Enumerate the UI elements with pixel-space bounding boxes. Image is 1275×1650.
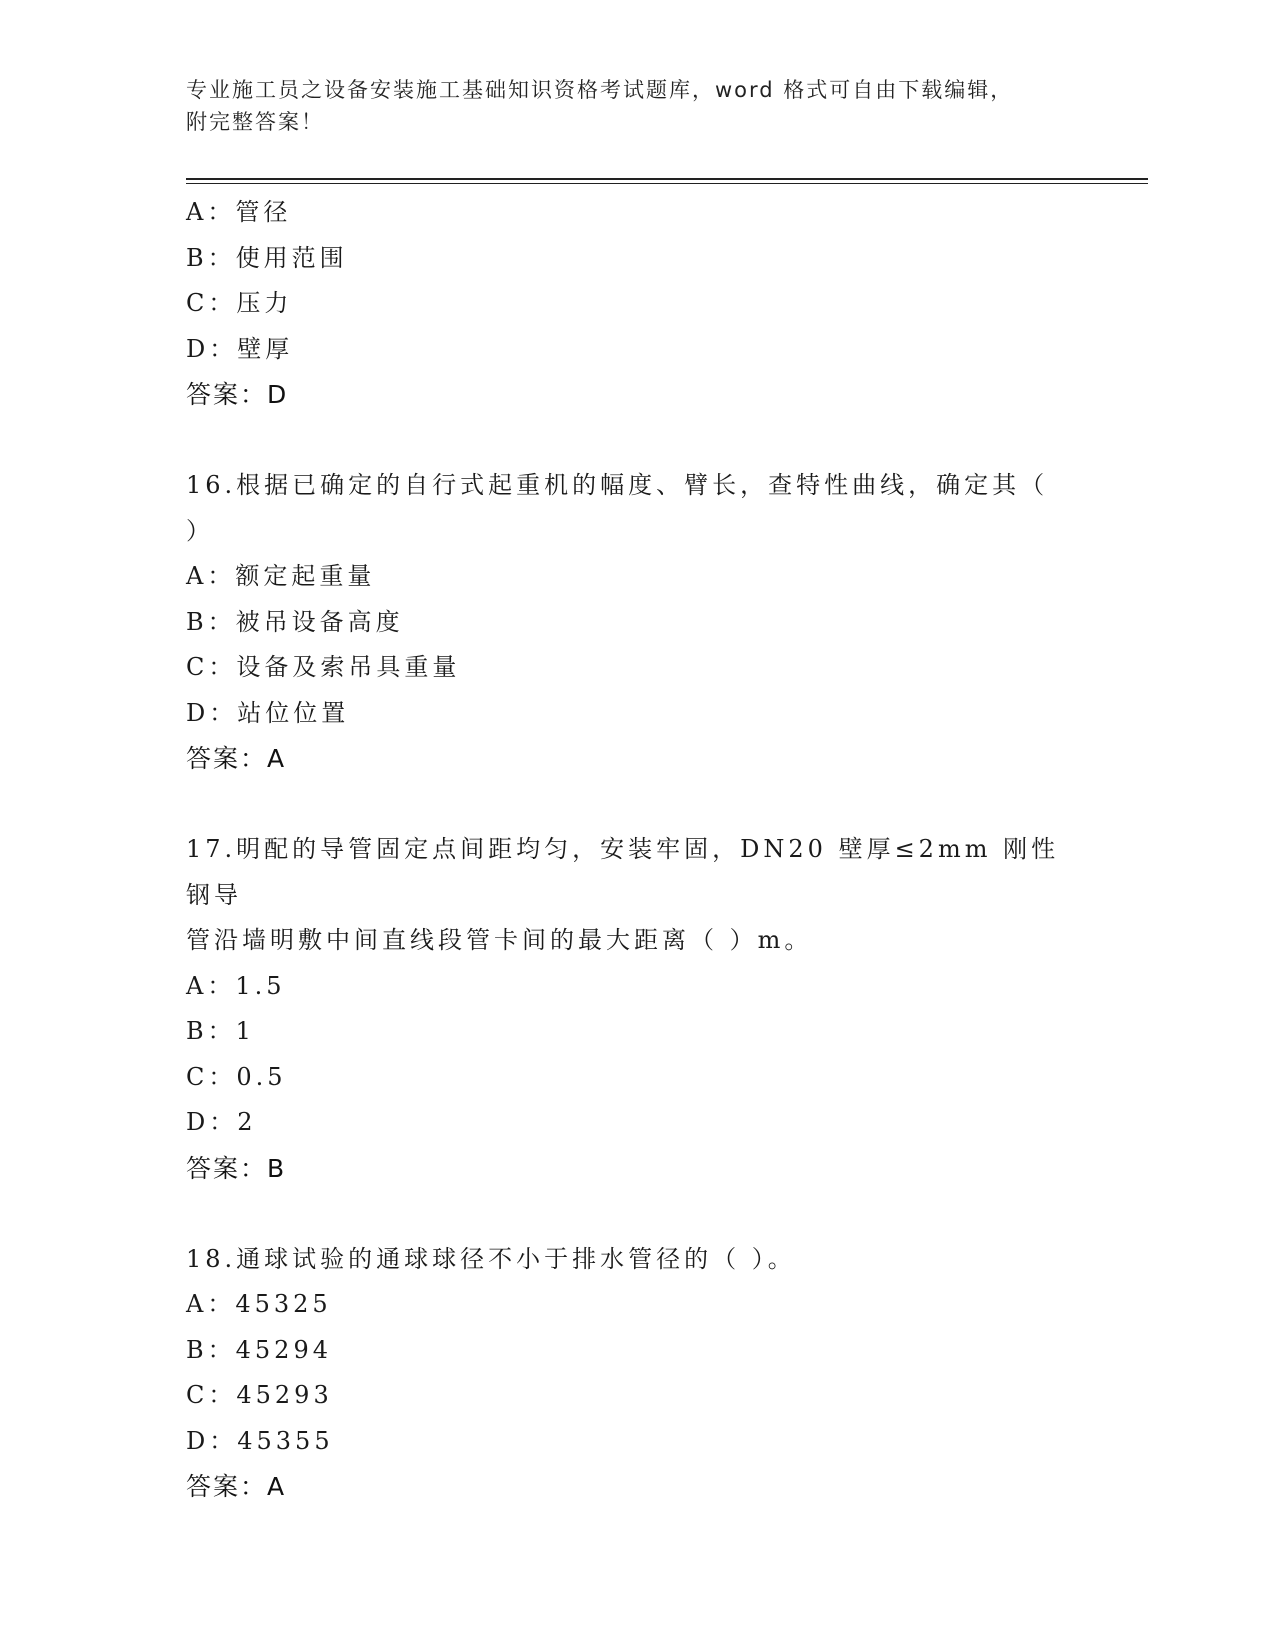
option-c: C：设备及索吊具重量 (186, 653, 461, 681)
option-b: B：45294 (186, 1335, 332, 1364)
option-b: B：被吊设备高度 (186, 607, 404, 636)
option-d: D：2 (186, 1108, 257, 1136)
question-stem-line-1: 18.通球试验的通球球径不小于排水管径的（ ）。 (186, 1244, 796, 1273)
question-17 (186, 827, 1086, 1191)
option-b: B：使用范围 (186, 243, 348, 272)
option-c: C：45293 (186, 1381, 333, 1409)
spacer (186, 418, 1086, 464)
question-stem-line-1: 16.根据已确定的自行式起重机的幅度、臂长，查特性曲线，确定其（ (186, 471, 1049, 499)
document-header (186, 74, 1086, 138)
option-a: A：额定起重量 (186, 562, 376, 590)
header-divider-thick (186, 178, 1148, 180)
option-c: C：压力 (186, 289, 293, 317)
question-stem-line-2: 管沿墙明敷中间直线段管卡间的最大距离（ ）m。 (186, 926, 813, 954)
answer-line: 答案：B (186, 1153, 287, 1183)
option-b: B：1 (186, 1017, 255, 1045)
question-stem-line-2: ） (186, 516, 214, 545)
header-line-2: 附完整答案！ (186, 110, 324, 134)
question-18 (186, 1237, 1086, 1510)
option-a: A：45325 (186, 1290, 332, 1318)
spacer (186, 782, 1086, 828)
option-a: A：管径 (186, 198, 292, 226)
answer-line: 答案：A (186, 1472, 287, 1501)
option-a: A：1.5 (186, 971, 286, 1000)
answer-line: 答案：A (186, 744, 287, 773)
answer-line: 答案：D (186, 380, 289, 409)
header-line-1: 专业施工员之设备安装施工基础知识资格考试题库，word 格式可自由下载编辑， (186, 78, 1014, 102)
spacer (186, 1191, 1086, 1237)
option-d: D：45355 (186, 1426, 334, 1455)
question-16 (186, 463, 1086, 782)
option-d: D：站位位置 (186, 698, 350, 727)
question-15 (186, 190, 1086, 418)
question-stem-line-1: 17.明配的导管固定点间距均匀，安装牢固，DN20 壁厚≤2mm 刚性钢导 (186, 835, 1060, 909)
option-c: C：0.5 (186, 1062, 287, 1091)
question-list (186, 190, 1086, 1510)
header-divider-thin (186, 183, 1148, 184)
option-d: D：壁厚 (186, 334, 294, 363)
